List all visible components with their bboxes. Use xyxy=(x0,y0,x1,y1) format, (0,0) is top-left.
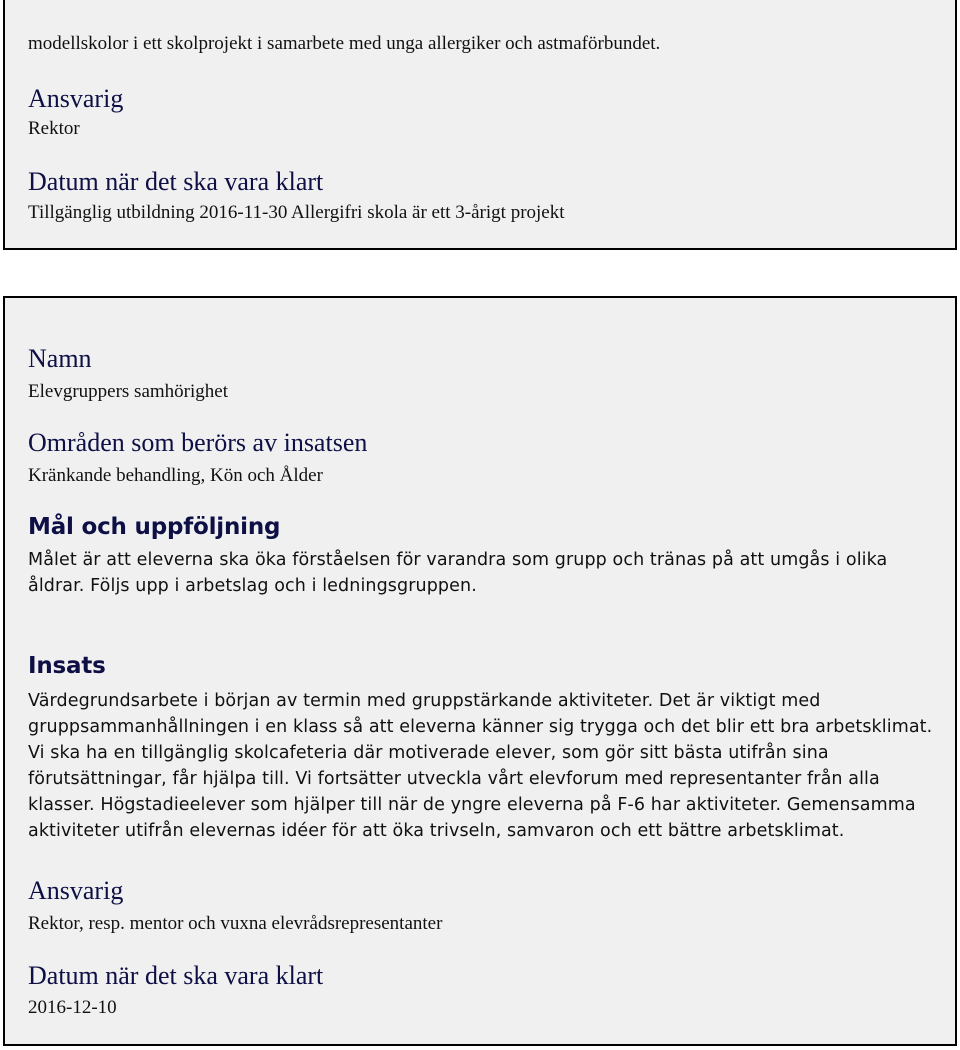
deadline-value-2: 2016-12-10 xyxy=(28,997,117,1018)
action-heading: Insats xyxy=(28,653,106,679)
areas-heading: Områden som berörs av insatsen xyxy=(28,428,368,457)
responsible-heading-2: Ansvarig xyxy=(28,876,124,905)
responsible-value: Rektor xyxy=(28,118,80,139)
deadline-value: Tillgänglig utbildning 2016-11-30 Allergifri skola är ett 3-årigt projekt xyxy=(28,202,565,223)
areas-value: Kränkande behandling, Kön och Ålder xyxy=(28,465,323,486)
deadline-heading-2: Datum när det ska vara klart xyxy=(28,961,324,990)
intro-line: modellskolor i ett skolprojekt i samarbete med unga allergiker och astmaförbundet. xyxy=(28,33,661,54)
responsible-heading: Ansvarig xyxy=(28,84,124,113)
name-heading: Namn xyxy=(28,344,92,373)
deadline-heading: Datum när det ska vara klart xyxy=(28,167,324,196)
responsible-value-2: Rektor, resp. mentor och vuxna elevrådsrepresentanter xyxy=(28,913,443,934)
goals-value: Målet är att eleverna ska öka förståelsen för varandra som grupp och tränas på att umgås i olika åldrar. Följs upp i arbetslag och i ledningsgruppen. xyxy=(28,550,888,596)
goals-heading: Mål och uppföljning xyxy=(28,514,281,540)
action-value: Värdegrundsarbete i början av termin med gruppstärkande aktiviteter. Det är viktigt med gruppsammanhållningen i en klass så att eleverna känner sig trygga och det blir ett bra arbetsklimat. Vi ska ha en tillgänglig skolcafeteria där motiverade elever, som gör sitt bästa utifrån sina förutsättningar, får hjälpa till. Vi fortsätter utveckla vårt elevforum med representanter från alla klasser. Högstadieelever som hjälper till när de yngre eleverna på F-6 har aktiviteter. Gemensamma aktiviteter utifrån elevernas idéer för att öka trivseln, samvaron och ett bättre arbetsklimat. xyxy=(28,691,933,841)
name-value: Elevgruppers samhörighet xyxy=(28,381,228,402)
